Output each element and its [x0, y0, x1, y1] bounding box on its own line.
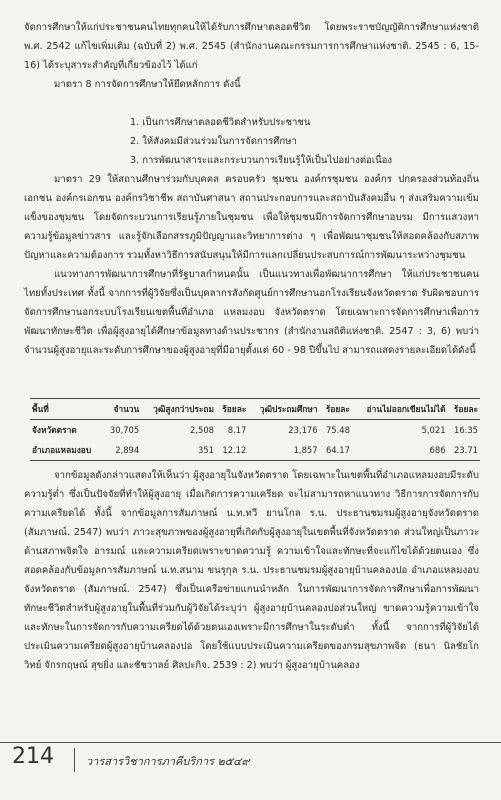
paragraph-education-policy: แนวทางการพัฒนาการศึกษาที่รัฐบาลกำหนดนั้น เป็นแนวทางเพื่อพัฒนาการศึกษา ให้แก่ประชาชนคนไทยทั้งประเทศ ทั้งนี้ จากการที่ผู้วิจัยซึ่งเป็นบุคลากรสังกัดศูนย์การศึกษานอกโรงเรียนจังหวัดตราด รับผิดชอบการจัดการศึกษานอกระบบโรงเรียนเขตพื้นที่อำเภอ แหลมงอบ จังหวัดตราด โดยเฉพาะการจัดการศึกษาเพื่อการพัฒนาทักษะชีวิต เพื่อผู้สูงอายุได้ศึกษาข้อมูลทางด้านประชากร (สำนักงานสถิติแห่งชาติ. 2547 : 3, 6) พบว่า จำนวนผู้สูงอายุและระดับการศึกษาของผู้สูงอายุที่มีอายุตั้งแต่ 60 - 98 ปีขึ้นไป สามารถแสดงรายละเอียดได้ดังนี้ — [24, 269, 479, 356]
table-cell: จังหวัดตราด — [32, 425, 77, 435]
col-header-area: พื้นที่ — [32, 404, 49, 414]
table-cell: 5,021 — [421, 425, 446, 435]
table-cell: 23,176 — [288, 425, 318, 435]
table-cell: อำเภอแหลมงอบ — [32, 445, 92, 455]
col-header-percent: ร้อยละ — [325, 404, 350, 414]
table-cell: 64.17 — [325, 445, 350, 455]
table-cell: 23.71 — [454, 445, 478, 455]
section-heading-article-8: มาตรา 8 การจัดการศึกษาให้ยึดหลักการ ดังนี้ — [54, 79, 241, 90]
list-item: 1. เป็นการศึกษาตลอดชีวิตสำหรับประชาชน — [130, 117, 311, 128]
table-cell: 686 — [429, 445, 446, 455]
table-cell: 2,508 — [190, 425, 214, 435]
table-cell: 1,857 — [293, 445, 318, 455]
col-header-above-primary: วุฒิสูงกว่าประถม — [153, 404, 214, 414]
table-header-row — [30, 399, 480, 420]
discussion-section — [24, 466, 479, 675]
elderly-education-table — [30, 398, 480, 461]
table-cell: 8.17 — [227, 425, 247, 435]
list-item: 3. การพัฒนาสาระและกระบวนการเรียนรู้ให้เป็นไปอย่างต่อเนื่อง — [130, 155, 393, 166]
table-cell: 12.12 — [222, 445, 247, 455]
list-item: 2. ให้สังคมมีส่วนร่วมในการจัดการศึกษา — [130, 136, 297, 147]
paragraph: จัดการศึกษาให้แก่ประชาชนคนไทยทุกคนให้ได้รับการศึกษาตลอดชีวิต โดยพระราชบัญญัติการศึกษาแห่งชาติ พ.ศ. 2542 แก้ไขเพิ่มเติม (ฉบับที่ 2) พ.ศ. 2545 (สำนักงานคณะกรรมการการศึกษาแห่งชาติ. 2545 : 6, 15-16) ได้ระบุสาระสำคัญที่เกี่ยวข้องไว้ ได้แก่ — [24, 22, 479, 71]
table-cell: 2,894 — [115, 445, 140, 455]
table-cell: 30,705 — [109, 425, 140, 435]
table-cell: 16.35 — [454, 425, 478, 435]
paragraph-article-29: มาตรา 29 ให้สถานศึกษาร่วมกับบุคคล ครอบครัว ชุมชน องค์กรชุมชน องค์กร ปกครองส่วนท้องถิ่น เอกชน องค์กรเอกชน องค์กรวิชาชีพ สถาบันศาสนา สถานประกอบการและสถาบันสังคมอื่น ๆ ส่งเสริมความเข้มแข็งของชุมชน โดยจัดกระบวนการเรียนรู้ภายในชุมชน เพื่อให้ชุมชนมีการจัดการศึกษาอบรม มีการแสวงหาความรู้ข้อมูลข่าวสาร และรู้จักเลือกสรรภูมิปัญญาและวิทยาการต่าง ๆ เพื่อพัฒนาชุมชนให้สอดคล้องกับสภาพปัญหาและความต้องการ รวมทั้งหาวิธีการสนับสนุนให้มีการแลกเปลี่ยนประสบการณ์การพัฒนาระหว่างชุมชน — [24, 174, 479, 261]
paragraph-discussion: จากข้อมูลดังกล่าวแสดงให้เห็นว่า ผู้สูงอายุในจังหวัดตราด โดยเฉพาะในเขตพื้นที่อำเภอแหลมงอบมีระดับความรู้ต่ำ ซึ่งเป็นปัจจัยที่ทำให้ผู้สูงอายุ เมื่อเกิดการความเครียด จะไม่สามารถหาแนวทาง วิธีการการจัดการกับความเครียดได้ ทั้งนี้ จากข้อมูลการสัมภาษณ์ น.ท.ทวี ยานโกล ร.น. ประธานชมรมผู้สูงอายุจังหวัดตราด (สัมภาษณ์. 2547) พบว่า ภาวะสุขภาพของผู้สูงอายุที่เกิดกับผู้สูงอายุในเขตพื้นที่จังหวัดตราด ส่วนใหญ่เป็นภาวะด้านสภาพจิตใจ อารมณ์ และความเครียดเพราะขาดความรู้ ความเข้าใจและทักษะที่จะแก้ไขได้ด้วยตนเอง ซึ่งสอดคล้องกับข้อมูลการสัมภาษณ์ น.ท.สนาม ขนรุกุล ร.น. ประธานชมรมผู้สูงอายุบ้านคลองปอ อำเภอแหลมงอบ จังหวัดตราด (สัมภาษณ์. 2547) ซึ่งเป็นเครือข่ายแกนนำหลัก ในการพัฒนาการจัดการศึกษาเพื่อการพัฒนาทักษะชีวิตสำหรับผู้สูงอายุในพื้นที่ร่วมกับผู้วิจัยได้ระบุว่า ผู้สูงอายุบ้านคลองปอส่วนใหญ่ ขาดความรู้ความเข้าใจ และทักษะในการจัดการกับความเครียดได้ด้วยตนเองเพราะมีการศึกษาในระดับต่ำ ทั้งนี้ จากการที่ผู้วิจัยได้ประเมินความเครียดผู้สูงอายุบ้านคลองปอ โดยใช้แบบประเมินความเครียดของกรมสุขภาพจิต (ธนา นิลชัยโกวิทย์ จักรกฤษณ์ สุขยิ่ง และชัชวาลย์ ศิลปะกิจ. 2539 : 2) พบว่า ผู้สูงอายุบ้านคลอง — [24, 470, 479, 671]
page-number: 214 — [12, 744, 54, 769]
table-row — [30, 420, 480, 441]
table-cell: 351 — [197, 445, 214, 455]
footer-separator — [74, 748, 75, 772]
col-header-primary: วุฒิประถมศึกษา — [259, 404, 318, 414]
col-header-count: จำนวน — [113, 404, 140, 414]
middle-section — [24, 170, 479, 360]
principles-list — [130, 113, 392, 170]
intro-section — [24, 18, 479, 94]
col-header-percent: ร้อยละ — [222, 404, 247, 414]
journal-title: วารสารวิชาการภาคีบริการ ๒๕๔๙ — [86, 755, 250, 768]
col-header-illiterate: อ่านไม่ออกเขียนไม่ได้ — [366, 404, 446, 414]
footer-divider — [0, 742, 501, 743]
table-row — [30, 440, 480, 461]
col-header-percent: ร้อยละ — [453, 404, 478, 414]
table-cell: 75.48 — [325, 425, 350, 435]
